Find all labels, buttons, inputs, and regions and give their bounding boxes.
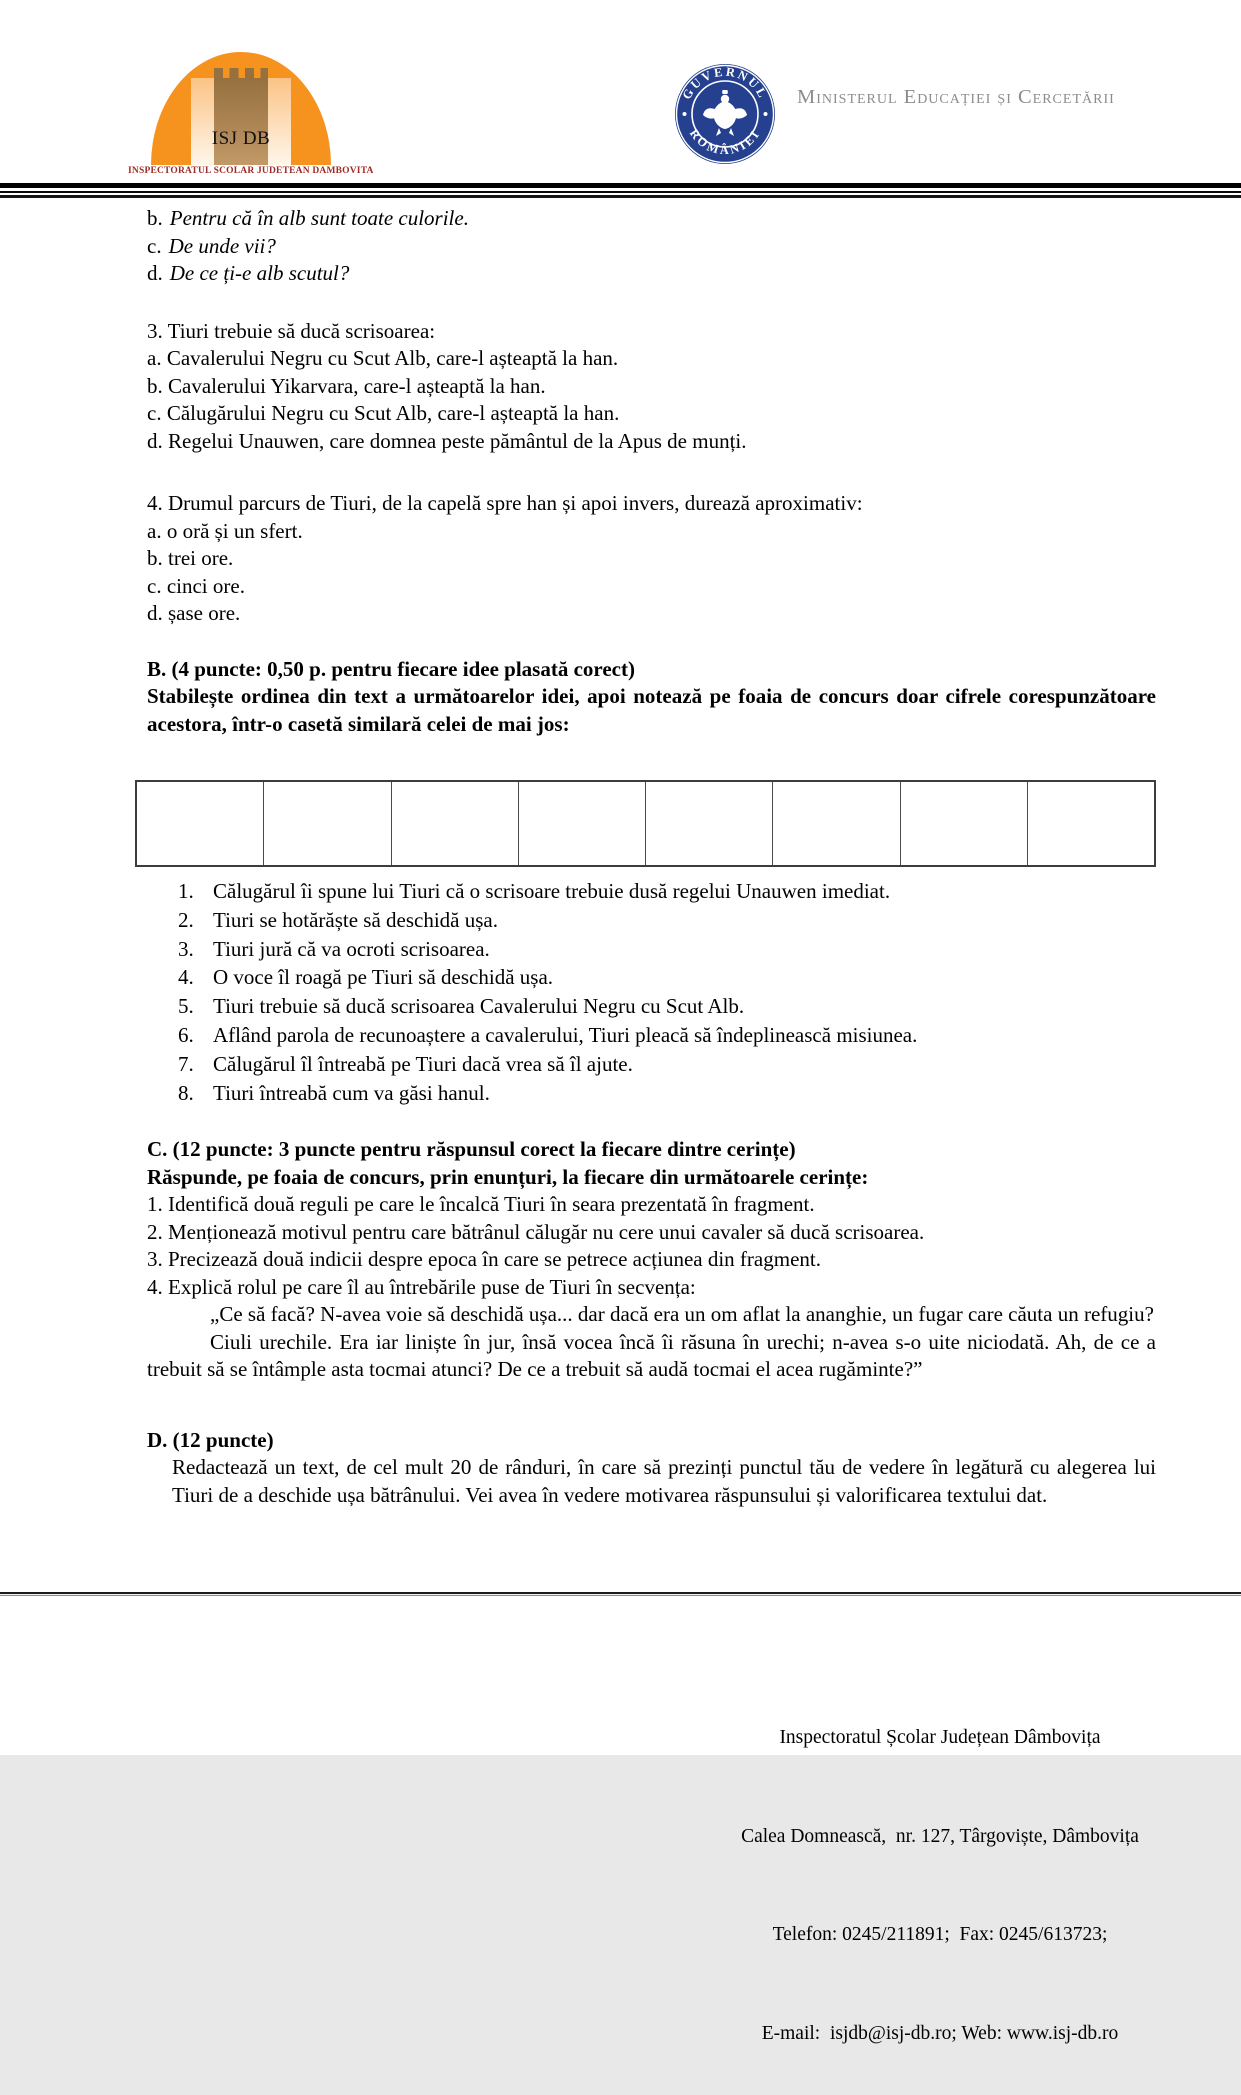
question-4-stem: 4. Drumul parcurs de Tiuri, de la capelă spre han și apoi invers, durează aproximativ: <box>147 491 863 515</box>
section-d-body: Redactează un text, de cel mult 20 de rânduri, în care să prezinți punctul tău de vedere în legătură cu alegerea lui Tiuri de a deschide ușa bătrânului. Vei avea în vedere motivarea răspunsului și valorificarea textului dat. <box>172 1455 1156 1507</box>
question-3-options <box>147 345 1156 455</box>
requirement-item: 2. Menționează motivul pentru care bătrânul călugăr nu cere unui cavaler să ducă scrisoarea. <box>147 1219 925 1244</box>
isj-stripe-right <box>268 78 291 165</box>
option-text: De ce ți-e alb scutul? <box>169 261 350 285</box>
order-item-number: 6. <box>178 1022 194 1047</box>
requirement-item: 1. Identifică două reguli pe care le încalcă Tiuri în seara prezentată în fragment. <box>147 1192 815 1217</box>
section-b <box>147 656 1156 739</box>
order-item <box>178 1021 1156 1050</box>
order-item-text: O voce îl roagă pe Tiuri să deschidă ușa. <box>213 965 554 990</box>
order-item-number: 5. <box>178 994 194 1019</box>
seal-text-top: GUVERNUL <box>679 64 771 102</box>
order-item <box>178 906 1156 935</box>
q2-options-list <box>147 205 1156 288</box>
isj-tower-crenellation <box>214 68 268 78</box>
footer-line: Telefon: 0245/211891; Fax: 0245/613723; <box>772 1924 1108 1946</box>
option-label: c. <box>147 233 162 258</box>
order-item-text: Tiuri se hotărăște să deschidă ușa. <box>213 907 498 932</box>
order-item-number: 2. <box>178 907 194 932</box>
footer-line: Inspectoratul Școlar Județean Dâmbovița <box>779 1727 1101 1749</box>
requirement-item: 4. Explică rolul pe care îl au întrebările puse de Tiuri în secvența: <box>147 1274 696 1299</box>
footer-line: E-mail: isjdb@isj-db.ro; Web: www.isj-db.ro <box>761 2022 1119 2044</box>
answer-option: a. o oră și un sfert. <box>147 518 303 543</box>
box-cell <box>137 782 264 865</box>
exam-content <box>147 205 1156 1509</box>
isj-logo-caption: INSPECTORATUL SCOLAR JUDETEAN DAMBOVITA <box>128 166 374 176</box>
isj-dome-shape <box>151 52 331 165</box>
order-item-text: Tiuri întreabă cum va găsi hanul. <box>213 1080 490 1105</box>
order-item-number: 4. <box>178 965 194 990</box>
order-item-text: Tiuri jură că va ocroti scrisoarea. <box>213 936 490 961</box>
answer-option <box>147 233 1156 261</box>
option-text: De unde vii? <box>168 233 276 258</box>
answer-option: a. Cavalerului Negru cu Scut Alb, care-l așteaptă la han. <box>147 346 619 370</box>
isj-db-logo <box>128 46 374 180</box>
government-seal-icon <box>674 62 776 166</box>
order-item-text: Călugărul îl întreabă pe Tiuri dacă vrea să îl ajute. <box>213 1051 633 1076</box>
order-item <box>178 877 1156 906</box>
order-item-number: 1. <box>178 879 194 903</box>
question-3 <box>147 318 1156 456</box>
footer-contact-block <box>690 1628 1190 2095</box>
box-cell <box>773 782 900 865</box>
answer-box-table <box>135 780 1156 867</box>
section-b-instructions: Stabilește ordinea din text a următoarelor idei, apoi notează pe foaia de concurs doar cifrele corespunzătoare acestora, într-o casetă similară celei de mai jos: <box>147 684 1156 736</box>
order-item-number: 8. <box>178 1080 194 1105</box>
answer-option: d. șase ore. <box>147 601 241 625</box>
answer-option <box>147 205 1156 233</box>
section-b-heading: B. (4 puncte: 0,50 p. pentru fiecare idee plasată corect) <box>147 656 635 681</box>
ministry-title: Ministerul Educației și Cercetării <box>797 86 1115 108</box>
answer-option: b. trei ore. <box>147 546 234 570</box>
requirement-item: 3. Precizează două indicii despre epoca în care se petrece acțiunea din fragment. <box>147 1247 821 1272</box>
option-label: b. <box>147 206 163 230</box>
box-cell <box>392 782 519 865</box>
answer-option: d. Regelui Unauwen, care domnea peste pământul de la Apus de munți. <box>147 428 747 453</box>
answer-option <box>147 260 1156 288</box>
box-cell <box>1028 782 1154 865</box>
order-item <box>178 963 1156 992</box>
footer-line: Calea Domnească, nr. 127, Târgoviște, Dâmbovița <box>741 1825 1139 1847</box>
quote-paragraph-1: „Ce să facă? N-avea voie să deschidă ușa... dar dacă era un om aflat la ananghie, un fugar care căuta un refugiu? <box>210 1302 1154 1327</box>
section-c-items <box>147 1191 1156 1301</box>
order-item-number: 3. <box>178 936 194 961</box>
section-d <box>147 1427 1156 1510</box>
box-cell <box>264 782 391 865</box>
box-cell <box>646 782 773 865</box>
question-4 <box>147 490 1156 628</box>
question-4-options <box>147 518 1156 628</box>
order-item-text: Aflând parola de recunoaștere a cavalerului, Tiuri pleacă să îndeplinească misiunea. <box>213 1022 918 1047</box>
answer-option: b. Cavalerului Yikarvara, care-l așteaptă la han. <box>147 373 546 398</box>
section-c-subheading: Răspunde, pe foaia de concurs, prin enunțuri, la fiecare din următoarele cerințe: <box>147 1164 869 1189</box>
footer-separator <box>0 1592 1241 1596</box>
box-cell <box>901 782 1028 865</box>
order-item-text: Tiuri trebuie să ducă scrisoarea Cavalerului Negru cu Scut Alb. <box>213 994 745 1019</box>
option-text: Pentru că în alb sunt toate culorile. <box>169 206 469 230</box>
order-item <box>178 992 1156 1021</box>
question-3-stem: 3. Tiuri trebuie să ducă scrisoarea: <box>147 318 436 343</box>
isj-stripe-left <box>191 78 214 165</box>
box-cell <box>519 782 646 865</box>
section-d-heading: D. (12 puncte) <box>147 1427 274 1452</box>
isj-logo-title: ISJ DB <box>211 128 271 149</box>
quote-paragraph-2: Ciuli urechile. Era iar liniște în jur, însă vocea încă îi răsuna în urechi; n-avea s-o uite niciodată. Ah, de ce a trebuit să se întâmple asta tocmai atunci? De ce a trebuit să audă tocmai el acea rugăminte?” <box>147 1329 1156 1382</box>
answer-option: c. Călugărului Negru cu Scut Alb, care-l așteaptă la han. <box>147 401 620 425</box>
seal-text-bottom: ROMÂNIEI <box>686 126 764 158</box>
isj-tower-icon <box>214 78 268 165</box>
order-item-number: 7. <box>178 1051 194 1076</box>
option-label: d. <box>147 261 163 285</box>
section-c-heading: C. (12 puncte: 3 puncte pentru răspunsul corect la fiecare dintre cerințe) <box>147 1137 796 1162</box>
order-item <box>178 1050 1156 1079</box>
header-separator <box>0 183 1241 198</box>
answer-option: c. cinci ore. <box>147 573 245 598</box>
order-items-list <box>147 877 1156 1107</box>
section-c <box>147 1136 1156 1384</box>
order-item-text: Călugărul îi spune lui Tiuri că o scrisoare trebuie dusă regelui Unauwen imediat. <box>213 879 891 903</box>
order-item <box>178 935 1156 964</box>
order-item <box>178 1079 1156 1108</box>
